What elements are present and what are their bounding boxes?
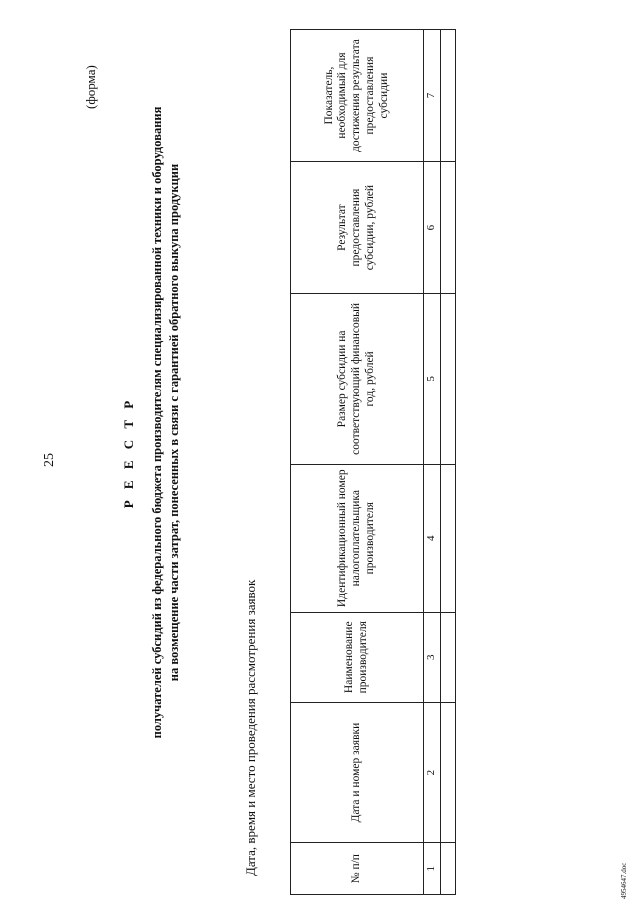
document-title: Р Е Е С Т Р — [121, 396, 136, 509]
column-header-taxpayer-id: Идентификационный номер налогоплательщика производителя — [291, 464, 424, 612]
column-header-subsidy-result: Результат предоставления субсидии, рублей — [291, 162, 424, 294]
document-subtitle-line-1: получателей субсидий из федерального бюджета производителям специализированной техники и оборудования — [150, 106, 164, 739]
column-number: 2 — [424, 702, 441, 843]
column-number: 5 — [424, 294, 441, 465]
footer-file-code: 4954647.doc — [620, 862, 628, 899]
registry-table — [290, 29, 456, 895]
table-cell — [441, 162, 456, 294]
column-number: 1 — [424, 843, 441, 895]
column-header-producer-name: Наименование производителя — [291, 612, 424, 702]
date-time-place-line: Дата, время и место проведения рассмотрения заявок — [243, 579, 258, 876]
column-header-number: № п/п — [291, 843, 424, 895]
table-empty-row — [441, 30, 456, 895]
column-header-indicator: Показатель, необходимый для достижения результата предоставления субсидии — [291, 30, 424, 162]
page-number: 25 — [42, 453, 57, 467]
table-cell — [441, 702, 456, 843]
column-header-application-date: Дата и номер заявки — [291, 702, 424, 843]
column-number: 3 — [424, 612, 441, 702]
table-cell — [441, 612, 456, 702]
column-number: 6 — [424, 162, 441, 294]
table-header-row — [291, 30, 424, 895]
table-cell — [441, 30, 456, 162]
column-number: 4 — [424, 464, 441, 612]
column-number: 7 — [424, 30, 441, 162]
table-column-number-row — [424, 30, 441, 895]
table-cell — [441, 464, 456, 612]
table-cell — [441, 843, 456, 895]
form-label: (форма) — [83, 65, 98, 109]
document-subtitle-line-2: на возмещение части затрат, понесенных в связи с гарантией обратного выкупа продукции — [167, 163, 181, 682]
column-header-subsidy-amount: Размер субсидии на соответствующий финансовый год, рублей — [291, 294, 424, 465]
table-cell — [441, 294, 456, 465]
